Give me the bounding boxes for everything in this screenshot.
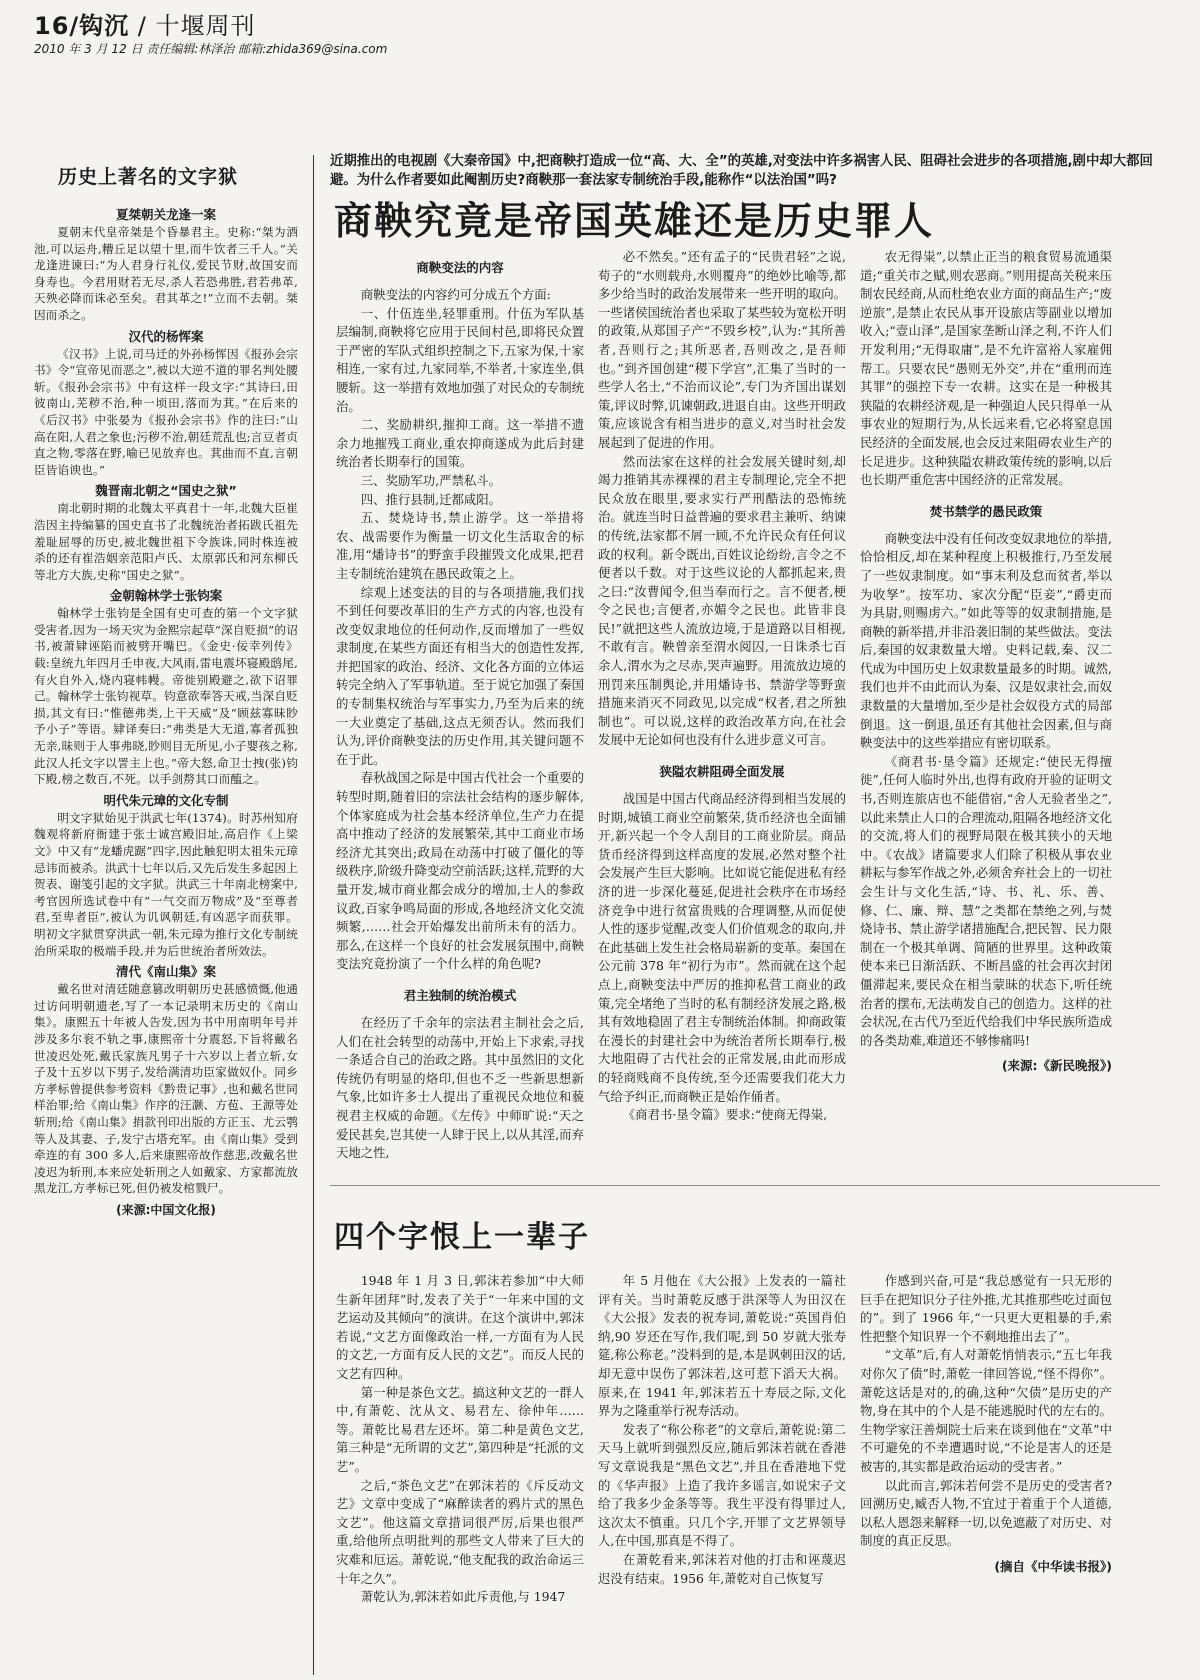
left-section (34, 791, 298, 959)
paragraph: “文革”后,有人对萧乾悄悄表示,“五七年我对你欠了债”时,萧乾一律回答说,“怪不得你”。萧乾这话是对的,的确,这种“欠债”是历史的产物,身在其中的个人是不能逃脱时代的左右的。生物学家汪善炯院士后来在谈到他在“文革”中不可避免的不幸遭遇时说,“不论是害人的还是被害的,其实都是政治运动的受害者。” (860, 1347, 1112, 1474)
left-article (34, 150, 298, 1218)
main-article-column-1 (336, 258, 584, 1163)
section-name: 钩沉 (79, 12, 130, 40)
masthead (34, 6, 256, 41)
section-heading: 商鞅变法的内容 (416, 260, 504, 275)
paragraph: 综观上述变法的目的与各项措施,我们找不到任何要改革旧的生产方式的内容,也没有改变奴隶地位的任何动作,反而增加了一些奴隶制度,在某些方面还有相当大的创造性发挥,并把国家的政治、经济、文化各方面的立体运转完全纳入了军事轨道。至于说它加强了秦国的专制集权统治与军事实力,乃至为后来的统一大业奠定了基础,这点无须否认。然而我们认为,评价商鞅变法的历史作用,其关键问题不在于此。 (336, 584, 584, 767)
left-section (34, 962, 298, 1197)
section-heading: 焚书禁学的愚民政策 (929, 503, 1043, 519)
left-section-heading: 夏桀朝关龙逢一案 (115, 207, 216, 222)
paragraph: 四、推行县制,迁都咸阳。 (360, 491, 502, 507)
left-section-heading: 清代《南山集》案 (115, 964, 216, 980)
left-paragraph: 夏朝末代皇帝桀是个昏暴君主。史称:“桀为酒池,可以运舟,糟丘足以望十里,而牛饮者三千人。”关龙逢进谏曰:“为人君身行礼仪,爱民节财,故国安而身寿也。今君用财若无尽,杀人若恐弗胜,君若弗革,天殃必降而诛必至矣。君其革之!”立而不去朝。桀因而杀之。 (34, 225, 298, 322)
paragraph: 萧乾认为,郭沫若如此斥责他,与 1947 (360, 1589, 566, 1605)
main-article-column-2 (598, 248, 846, 1125)
left-section (34, 327, 298, 479)
paper-name: 十堰周刊 (155, 12, 256, 40)
paragraph: 之后,“茶色文艺”在郭沫若的《斥反动文艺》文章中变成了“麻醉读者的鸦片式的黑色文艺”。他这篇文章措词很严厉,后果也很严重,给他所点明批判的那些文人带来了巨大的灾难和厄运。萧乾说,“他支配我的政治命运三十年之久”。 (336, 1477, 584, 1586)
paragraph: 战国是中国古代商品经济得到相当发展的时期,城镇工商业空前繁荣,货币经济也全面铺开,新兴起一个令人刮目的工商业阶层。商品货币经济得到这样高度的发展,必然对整个社会发展产生巨大影响。比如说它能促进私有经济的进一步深化蔓延,促进社会秩序在市场经济竞争中进行贫富贵贱的合理调整,从而促使人性的逐步觉醒,改变人们价值观念的取向,并在此基础上发生社会格局崭新的变革。秦国在公元前 378 年“初行为市”。然而就在这个起点上,商鞅变法中严厉的推抑私营工商业的政策,完全堵绝了当时的私有制经济发展之路,极其有效地稳固了君主专制统治体制。抑商政策在漫长的封建社会中为统治者所长期奉行,极大地阻碍了古代社会的正常发展,由此而形成的轻商贱商不良传统,至今还需要我们花大力气给予纠正,而商鞅正是始作俑者。 (598, 791, 846, 1104)
section-heading: 君主独制的统治模式 (403, 987, 517, 1003)
second-article-column-2 (598, 1272, 846, 1588)
left-section-heading: 魏晋南北朝之“国史之狱” (95, 483, 237, 499)
left-paragraph: 翰林学士张钧是全国有史可查的第一个文字狱受害者,因为一场天灾为金熙宗起草“深自贬损”的诏书,被萧肄诬陷而被劈开嘴巴。《金史·佞幸列传》载:皇统九年四月壬申夜,大风雨,雷电震坏寝殿鸱尾,有火自外入,烧内寝帏幔。帝徙别殿避之,欲下诏罪己。翰林学士张钧视草。钧意欲奉答天戒,当深自贬损,其文有曰:“惟德弗类,上干天威”及“顾兹寡昧眇予小子”等语。肄译奏曰:“弗类是大无道,寡者孤独无亲,昧则于人事弗晓,眇则目无所见,小子婴孩之称,此汉人托文字以詈主上也。”帝大怒,命卫士拽(张)钧下殿,榜之数百,不死。以手剑剺其口而醢之。 (34, 606, 298, 787)
left-section-heading: 明代朱元璋的文化专制 (103, 792, 229, 808)
main-article-column-3 (860, 248, 1112, 1074)
paragraph: 然而法家在这样的社会发展关键时刻,却竭力推销其赤裸裸的君主专制理论,完全不把民众放在眼里,要求实行严刑酷法的恐怖统治。就连当时日益普遍的要求君主兼听、纳谏的传统,法家都不屑一顾,不允许民众有任何议政的权利。新令既出,百姓议论纷纷,言令之不便者以千数。对于这些议论的人都抓起来,贵之曰:“汝曹闻令,但当奉而行之。言不便者,梗令之民也;言便者,亦媚令之民也。此皆非良民!”就把这些人流放边境,于是道路以目相视,不敢有言。鞅曾亲至渭水阅囚,一日诛杀七百余人,渭水为之尽赤,哭声遍野。用流放边境的刑罚来压制舆论,并用燔诗书、禁游学等野蛮措施来消灭不同政见,以完成“权者,君之所独制也”。可以说,这样的政治改革方向,在社会发展中无论如何也没有什么进步意义可言。 (598, 453, 846, 748)
paragraph: 《商君书·垦令篇》还规定:“使民无得擅徙”,任何人临时外出,也得有政府开验的证明文书,否则连旅店也不能借宿,“舍人无验者坐之”,以此来禁止人口的合理流动,阻隔各地经济文化的交流,将人们的视野局限在极其狭小的天地中。《农战》诸篇要求人们除了积极从事农业耕耘与参军作战之外,必须舍弃社会上的一切社会生计与文化生活,“诗、书、礼、乐、善、修、仁、廉、辩、慧”之类都在禁绝之列,与焚烧诗书、禁止游学诸措施配合,把民智、民力限制在一个极其单调、简陋的世界里。这种政策使本来已日渐活跃、不断昌盛的社会再次封闭僵滞起来,要民众在相当蒙昧的状态下,听任统治者的摆布,无法萌发自己的创造力。这样的社会状况,在古代乃至近代给我们中华民族所造成的各类劫难,难道还不够惨痛吗! (860, 753, 1112, 1048)
paragraph: 必不然矣。”还有孟子的“民贵君轻”之说,荀子的“水则载舟,水则覆舟”的绝妙比喻等,都多少给当时的政治发展带来一些开明的取向。一些诸侯国统治者也采取了某些较为宽松开明的政策,从郑国子产“不毁乡校”,认为:“其所善者,吾则行之;其所恶者,吾则改之,是吾师也。”到齐国创建“稷下学宫”,汇集了当时的一些学人名士,“不治而议论”,专门为齐国出谋划策,评议时弊,讥谏朝政,进退自由。这些开明政策,应该说含有相当进步的意义,对当时社会发展起到了促进的作用。 (598, 249, 846, 450)
paragraph: 五、焚烧诗书,禁止游学。这一举措将农、战需要作为衡量一切文化生活取舍的标准,用“燔诗书”的野蛮手段摧毁文化成果,把君主专制统治建筑在愚民政策之上。 (336, 510, 584, 581)
article-divider (330, 1185, 1160, 1186)
paragraph: 三、奖励军功,严禁私斗。 (360, 472, 502, 488)
paragraph: 年 5 月他在《大公报》上发表的一篇社评有关。当时萧乾反感于洪深等人为田汉在《大公报》发表的祝寿词,萧乾说:“英国肖伯纳,90 岁还在写作,我们呢,到 50 岁就大张寿筵,称公称老。”没料到的是,本是讽刺田汉的话,却无意中误伤了郭沫若,这可惹下滔天大祸。原来,在 1941 年,郭沫若五十寿辰之际,文化界为之隆重举行祝寿活动。 (598, 1273, 846, 1419)
paragraph: 农无得粜”,以禁止正当的粮食贸易流通渠道;“重关市之赋,则农恶商。”则用提高关税来压制农民经商,从而杜绝农业方面的商品生产;“废逆旅”,是禁止农民从事开设旅店等副业以增加收入;“壹山泽”,是国家垄断山泽之利,不许人们开发利用;“无得取庸”,是不允许富裕人家雇佣帮工。只要农民“愚则无外交”,并在“重刑而连其罪”的强控下专一农耕。这实在是一种极其狭隘的农耕经济观,是一种强迫人民只得单一从事农业的短期行为,从长远来看,它必将窒息国民经济的全面发展,也会反过来阻碍农业生产的长足进步。这种狭隘农耕政策传统的影响,以后也长期严重危害中国经济的正常发展。 (860, 249, 1112, 488)
left-section-heading: 汉代的杨恽案 (128, 328, 204, 344)
paragraph: 商鞅变法的内容约可分成五个方面: (360, 287, 551, 302)
masthead-slash: / (129, 12, 156, 40)
second-article-headline: 四个字恨上一辈子 (334, 1220, 590, 1255)
main-article-source: (来源:《新民晚报》) (1001, 1058, 1112, 1074)
left-paragraph: 南北朝时期的北魏太平真君十一年,北魏大臣崔浩因主持编纂的国史直书了北魏统治者拓跋氏祖先羞耻屈辱的历史,被北魏世祖下令族诛,同时株连被杀的还有崔浩姻亲范阳卢氏、太原郭氏和河东柳氏等北方大族,史称“国史之狱”。 (34, 501, 298, 582)
paragraph: 1948 年 1 月 3 日,郭沫若参加“中大师生新年团拜”时,发表了关于“一年来中国的文艺运动及其倾向”的演讲。在这个演讲中,郭沫若说,“文艺方面像政治一样,一方面有为人民的文艺,一方面有反人民的文艺”。而反人民的文艺有四种。 (336, 1273, 584, 1381)
left-section (34, 205, 298, 324)
paragraph: 一、什伍连坐,轻罪重刑。什伍为军队基层编制,商鞅将它应用于民间村邑,即将民众置于严密的军队式组织控制之下,五家为保,十家相连,一家有过,九家同举,不举者,十家连坐,俱腰斩。这一举措有效地加强了对民众的专制统治。 (336, 305, 584, 414)
second-article-source: (摘自《中华读书报》) (994, 1558, 1112, 1574)
left-article-title: 历史上著名的文字狱 (58, 166, 239, 188)
paragraph: 春秋战国之际是中国古代社会一个重要的转型时期,随着旧的宗法社会结构的逐步解体,个体家庭成为社会基本经济单位,生产力在提高中推动了经济的发展繁荣,其中工商业市场经济尤其突出;政局在动荡中打破了僵化的等级秩序,阶级升降变动空前活跃;这样,荒野的大量开发,城市商业都会成分的增加,士人的参政议政,百家争鸣局面的形成,各地经济文化交流频繁,……社会开始爆发出前所未有的活力。那么,在这样一个良好的社会发展氛围中,商鞅变法究竟扮演了一个什么样的角色呢? (336, 770, 584, 972)
paragraph: 在萧乾看来,郭沫若对他的打击和诬蔑迟迟没有结束。1956 年,萧乾对自己恢复写 (598, 1551, 846, 1586)
column-divider (313, 155, 314, 1675)
second-article-column-1 (336, 1272, 584, 1607)
page-number: 16/ (34, 12, 80, 40)
paragraph: 第一种是茶色文艺。搞这种文艺的一群人中,有萧乾、沈从文、易君左、徐仲年……等。萧乾比易君左还坏。第二种是黄色文艺,第三种是“无所谓的文艺”,第四种是“托派的文艺”。 (336, 1384, 584, 1474)
paragraph: 以此而言,郭沫若何尝不是历史的受害者?回溯历史,臧否人物,不宜过于着重于个人道德,以私人恩怨来解释一切,以免遮蔽了对历史、对制度的真正反思。 (860, 1477, 1112, 1549)
left-article-source: (来源:中国文化报) (116, 1202, 216, 1217)
paragraph: 商鞅变法中没有任何改变奴隶地位的举措,恰恰相反,却在某种程度上积极推行,乃至发展了一些奴隶制度。如“事末利及怠而贫者,举以为收孥”。按军功、家次分配“臣妾”,“爵吏而为具尉,则赐虏六。”如此等等的奴隶制措施,是商鞅的新举措,并非沿袭旧制的某些做法。变法后,秦国的奴隶数量大增。史料记载,秦、汉二代成为中国历史上奴隶数量最多的时期。诚然,我们也并不由此而认为秦、汉是奴隶社会,而奴隶数量的大量增加,至少是社会奴役方式的局部倒退。这一倒退,虽还有其他社会因素,但与商鞅变法中的这些举措应有密切联系。 (860, 530, 1112, 751)
paragraph: 在经历了千余年的宗法君主制社会之后,人们在社会转型的动荡中,开始上下求索,寻找一条适合自己的治政之路。其中虽然旧的文化传统仍有明显的烙印,但也不乏一些新思想新气象,比如许多士人提出了重视民众地位和藐视君主权威的命题。《左传》中师旷说:“天之爱民甚矣,岂其使一人肆于民上,以从其淫,而弃天地之性, (336, 1014, 584, 1161)
main-article-intro: 近期推出的电视剧《大秦帝国》中,把商鞅打造成一位“高、大、全”的英雄,对变法中许多祸害人民、阻碍社会进步的各项措施,剧中却大都回避。为什么作者要如此阉割历史?商鞅那一套法家专制统治手段,能称作“以法治国”吗? (330, 154, 1153, 188)
left-paragraph: 戴名世对清廷随意篡改明朝历史甚感愤慨,他通过访问明朝遗老,写了一本记录明末历史的《南山集》。康熙五十年被人告发,因为书中用南明年号并涉及多尔衮不轨之事,康熙帝十分震怒,下旨将戴名世凌迟处死,戴氏家族凡男子十六岁以上者立斩,女子及十五岁以下男子,发给满清功臣家做奴仆。同乡方孝标曾提供参考资料《黔贵记事》,也和戴名世同样治罪;给《南山集》作序的汪灏、方苞、王源等处斩刑;给《南山集》捐款刊印出版的方正玉、尤云鹗等人及其妻、子,发宁古塔充军。由《南山集》受到牵连的有 300 多人,后来康熙帝故作慈悲,改戴名世凌迟为斩刑,本来应处斩刑之人如戴家、方家都流放黑龙江,方孝标已死,但仍被发棺戮尸。 (34, 982, 298, 1196)
paragraph: 发表了“称公称老”的文章后,萧乾说:第二天马上就听到强烈反应,随后郭沫若就在香港写文章说我是“黑色文艺”,并且在香港地下党的《华声报》上造了我许多谣言,如说宋子文给了我多少金条等等。我生平没有得罪过人,这次太不慎重。只几个字,开罪了文艺界领导人,在中国,那真是不得了。 (598, 1421, 846, 1549)
paragraph: 二、奖励耕织,摧抑工商。这一举措不遗余力地摧残工商业,重农抑商遂成为此后封建统治者长期奉行的国策。 (336, 417, 584, 470)
section-heading: 狭隘农耕阻碍全面发展 (659, 764, 785, 780)
left-section (34, 481, 298, 583)
main-article-headline: 商鞅究竟是帝国英雄还是历史罪人 (334, 199, 935, 243)
left-section-heading: 金朝翰林学士张钧案 (109, 588, 223, 604)
second-article-column-3 (860, 1272, 1112, 1575)
paragraph: 作感到兴奋,可是“我总感觉有一只无形的巨手在把知识分子往外推,尤其推那些吃过面包的”。到了 1966 年,“一只更大更粗暴的手,索性把整个知识界一个不剩地推出去了”。 (860, 1273, 1112, 1344)
dateline: 2010 年 3 月 12 日 责任编辑:林泽治 邮箱:zhida369@sina.com (34, 42, 388, 56)
left-paragraph: 《汉书》上说,司马迁的外孙杨恽因《报孙会宗书》令“宣帝见而恶之”,被以大逆不道的罪名判处腰斩。《报孙会宗书》中有这样一段文字:“其诗曰,田彼南山,芜秽不治,种一顷田,落而为萁。”在后来的《后汉书》中张晏为《报孙会宗书》作的注曰:“山高在阳,人君之象也;污秽不治,朝廷荒乱也;言豆者贞直之物,零落在野,喻已见放弃也。萁曲而不直,言朝臣皆谄谀也。” (34, 346, 298, 477)
left-section (34, 586, 298, 788)
paragraph: 《商君书·垦令篇》要求:“使商无得粜, (622, 1107, 828, 1123)
left-paragraph: 明文字狱始见于洪武七年(1374)。时苏州知府魏观将新府衙建于张士诚宫殿旧址,高启作《上梁文》中又有“龙蟠虎踞”四字,因此触犯明太祖朱元璋忌讳而被杀。洪武十七年以后,又先后发生多起因上贺表、谢笺引起的文字狱。洪武三十年南北榜案中,考官因所选试卷中有“一气交而万物成”及“至尊者君,至卑者臣”,被认为讥讽朝廷,有凶恶字而获罪。明初文字狱贯穿洪武一朝,朱元璋为推行文化专制统治所采取的极端手段,并为后世统治者所效法。 (34, 810, 298, 958)
